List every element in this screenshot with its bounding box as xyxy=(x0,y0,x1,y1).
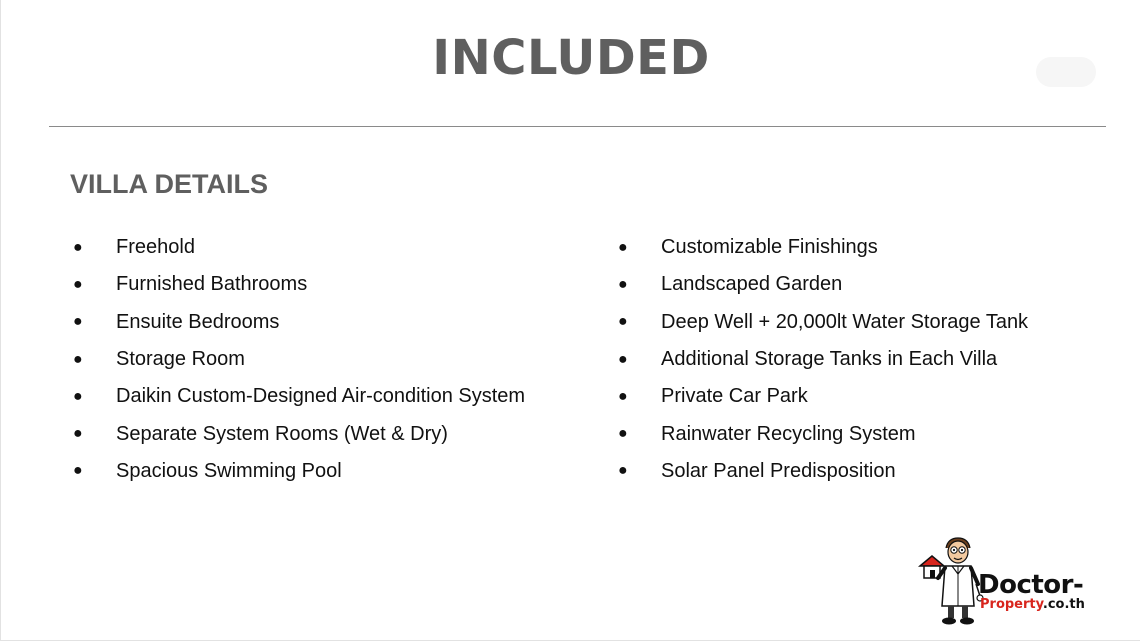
bullet-icon: ● xyxy=(73,275,83,293)
bullet-icon: ● xyxy=(73,462,83,480)
bullet-icon: ● xyxy=(73,238,83,256)
list-item xyxy=(618,341,1028,378)
list-item xyxy=(618,378,1028,415)
bullet-icon: ● xyxy=(73,425,83,443)
list-item xyxy=(73,453,525,490)
bullet-icon: ● xyxy=(618,313,628,331)
bullet-icon: ● xyxy=(73,387,83,405)
bullet-icon: ● xyxy=(618,275,628,293)
bullet-icon: ● xyxy=(73,313,83,331)
bullet-icon: ● xyxy=(73,350,83,368)
list-item xyxy=(618,453,1028,490)
list-item-label: Deep Well + 20,000lt Water Storage Tank xyxy=(661,310,1029,333)
list-item-label: Landscaped Garden xyxy=(661,273,843,296)
list-item-label: Solar Panel Predisposition xyxy=(661,459,896,482)
list-item xyxy=(618,304,1028,341)
list-item-label: Rainwater Recycling System xyxy=(661,422,916,445)
list-item-label: Freehold xyxy=(116,236,195,259)
bullet-icon: ● xyxy=(618,387,628,405)
list-item xyxy=(73,341,525,378)
list-item xyxy=(73,229,525,266)
bullet-icon: ● xyxy=(618,238,628,256)
right-feature-list xyxy=(618,229,1028,490)
list-item-label: Daikin Custom-Designed Air-condition System xyxy=(116,385,526,408)
left-feature-list xyxy=(73,229,525,490)
logo-word-doctor: Doctor- xyxy=(978,570,1084,600)
list-item xyxy=(73,304,525,341)
list-item-label: Private Car Park xyxy=(661,385,808,408)
doctor-mascot-icon xyxy=(918,536,984,626)
doctor-property-logo xyxy=(918,536,1123,636)
list-item-label: Ensuite Bedrooms xyxy=(116,310,280,333)
list-item xyxy=(73,415,525,452)
list-item-label: Customizable Finishings xyxy=(661,236,878,259)
list-item-label: Additional Storage Tanks in Each Villa xyxy=(661,348,998,371)
title-divider xyxy=(49,126,1106,127)
list-item xyxy=(618,415,1028,452)
logo-word-property: Property.co.th xyxy=(980,597,1085,612)
list-item xyxy=(618,266,1028,303)
list-item xyxy=(73,266,525,303)
list-item-label: Furnished Bathrooms xyxy=(116,273,308,296)
faint-watermark xyxy=(1036,57,1096,87)
list-item-label: Separate System Rooms (Wet & Dry) xyxy=(116,422,448,445)
list-item-label: Spacious Swimming Pool xyxy=(116,459,342,482)
list-item xyxy=(73,378,525,415)
bullet-icon: ● xyxy=(618,462,628,480)
list-item-label: Storage Room xyxy=(116,348,245,371)
section-title: VILLA DETAILS xyxy=(70,169,268,199)
bullet-icon: ● xyxy=(618,425,628,443)
page-title: INCLUDED xyxy=(432,30,710,86)
bullet-icon: ● xyxy=(618,350,628,368)
list-item xyxy=(618,229,1028,266)
